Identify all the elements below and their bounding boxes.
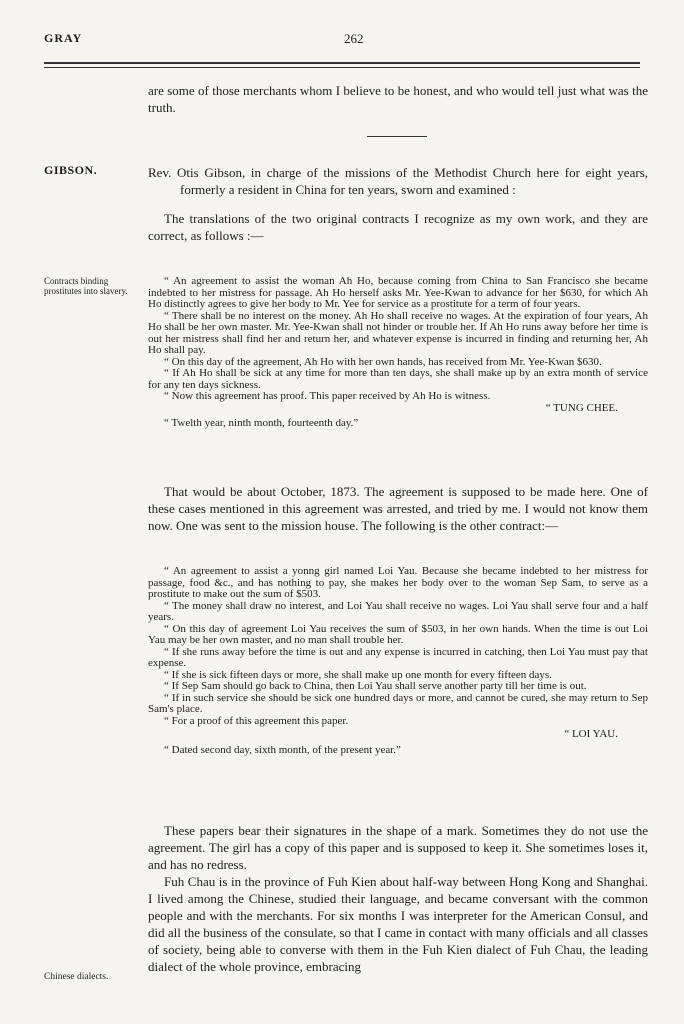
- header-rule-thick: [44, 62, 640, 64]
- speaker-label: GIBSON.: [44, 163, 98, 177]
- intro-block: [148, 164, 648, 244]
- page-number: 262: [344, 31, 364, 46]
- contract-one-signature: “ TUNG CHEE.: [545, 401, 618, 414]
- contract-two-para: “ An agreement to assist a yonng girl named Loi Yau. Because she became indebted to her mistress for passage, food &c., and has nothing to pay, she makes her body over to the woman Sep Sam, to serve as a prostitute to make out the sum of $503.: [148, 565, 648, 600]
- witness-intro: Rev. Otis Gibson, in charge of the missions of the Methodist Church here for eight years, formerly a resident in China for ten years, sworn and examined :: [148, 165, 648, 197]
- contract-one: [148, 276, 648, 430]
- contract-two-para: “ If in such service she should be sick one hundred days or more, and cannot be cured, she may return to Sep Sam's place.: [148, 691, 648, 715]
- intro-paragraph: The translations of the two original contracts I recognize as my own work, and they are correct, as follows :—: [148, 211, 648, 243]
- contract-two-para: “ For a proof of this agreement this paper.: [164, 714, 349, 727]
- middle-block: [148, 483, 648, 534]
- contract-one-para: “ An agreement to assist the woman Ah Ho, because coming from China to San Francisco she became indebted to her mistress for passage. Ah Ho herself asks Mr. Yee-Kwan to advance for her $630, for which Ah Ho distinctly agrees to give her body to Mr. Yee for service as a prostitute for a term of four years.: [148, 275, 648, 310]
- header-rule-thin: [44, 67, 640, 68]
- contract-two: [148, 566, 648, 756]
- contract-two-signature: “ LOI YAU.: [564, 728, 618, 740]
- contract-two-date: “ Dated second day, sixth month, of the present year.”: [164, 743, 401, 756]
- middle-paragraph: That would be about October, 1873. The agreement is supposed to be made here. One of these cases mentioned in this agreement was arrested, and tried by me. I would not know them now. One was sent to the mission house. The following is the other contract:—: [148, 484, 648, 533]
- contract-one-para: “ On this day of the agreement, Ah Ho with her own hands, has received from Mr. Yee-Kwan $630.: [164, 355, 602, 368]
- contract-one-date: “ Twelth year, ninth month, fourteenth day.”: [164, 417, 359, 429]
- closing-paragraph: These papers bear their signatures in the shape of a mark. Sometimes they do not use the agreement. The girl has a copy of this paper and is supposed to keep it. She sometimes loses it, and has no redress.: [148, 823, 648, 872]
- contract-one-para: “ Now this agreement has proof. This paper received by Ah Ho is witness.: [164, 390, 491, 402]
- contract-one-para: “ If Ah Ho shall be sick at any time for more than ten days, she shall make up by an extra month of service for any ten days sickness.: [148, 367, 648, 391]
- contract-one-para: “ There shall be no interest on the money. Ah Ho shall receive no wages. At the expiration of four years, Ah Ho shall be her own master. Mr. Yee-Kwan shall not hinder or trouble her. If Ah Ho runs away before her time is out her mistress shall find her and return her, and whatever expense is incurred in finding and returning her, Ah Ho shall pay.: [148, 309, 648, 356]
- closing-block: [148, 822, 648, 975]
- side-note-contracts: Contracts binding prostitutes into slavery.: [44, 276, 128, 296]
- contract-two-para: “ The money shall draw no interest, and Loi Yau shall receive no wages. Loi Yau shall serve four and a half years.: [148, 599, 648, 623]
- running-header: [44, 31, 640, 51]
- continuation-text: are some of those merchants whom I believe to be honest, and who would tell just what was the truth.: [148, 83, 648, 115]
- running-head-title: GRAY: [44, 31, 83, 45]
- contract-two-para: “ If she runs away before the time is out and any expense is incurred in catching, then Loi Yau must pay that expense.: [148, 645, 648, 669]
- section-divider: [367, 136, 427, 137]
- contract-two-para: “ On this day of agreement Loi Yau receives the sum of $503, in her own hands. When the time is out Loi Yau may be her own master, and no man shall trouble her.: [148, 622, 648, 646]
- side-note-dialects: Chinese dialects.: [44, 972, 109, 982]
- contract-two-para: “ If Sep Sam should go back to China, then Loi Yau shall serve another party till her time is out.: [164, 680, 587, 692]
- continuation-block: [148, 82, 648, 116]
- closing-paragraph: Fuh Chau is in the province of Fuh Kien about half-way between Hong Kong and Shanghai. I lived among the Chinese, studied their language, and became conversant with the common people and with the merchants. For six months I was interpreter for the American Consul, and did all the business of the consulate, so that I came in contact with many officials and all classes of society, being able to converse with them in the Fuh Kien dialect of Fuh Chau, the leading dialect of the whole province, embracing: [148, 874, 648, 974]
- contract-two-para: “ If she is sick fifteen days or more, she shall make up one month for every fifteen days.: [164, 668, 552, 681]
